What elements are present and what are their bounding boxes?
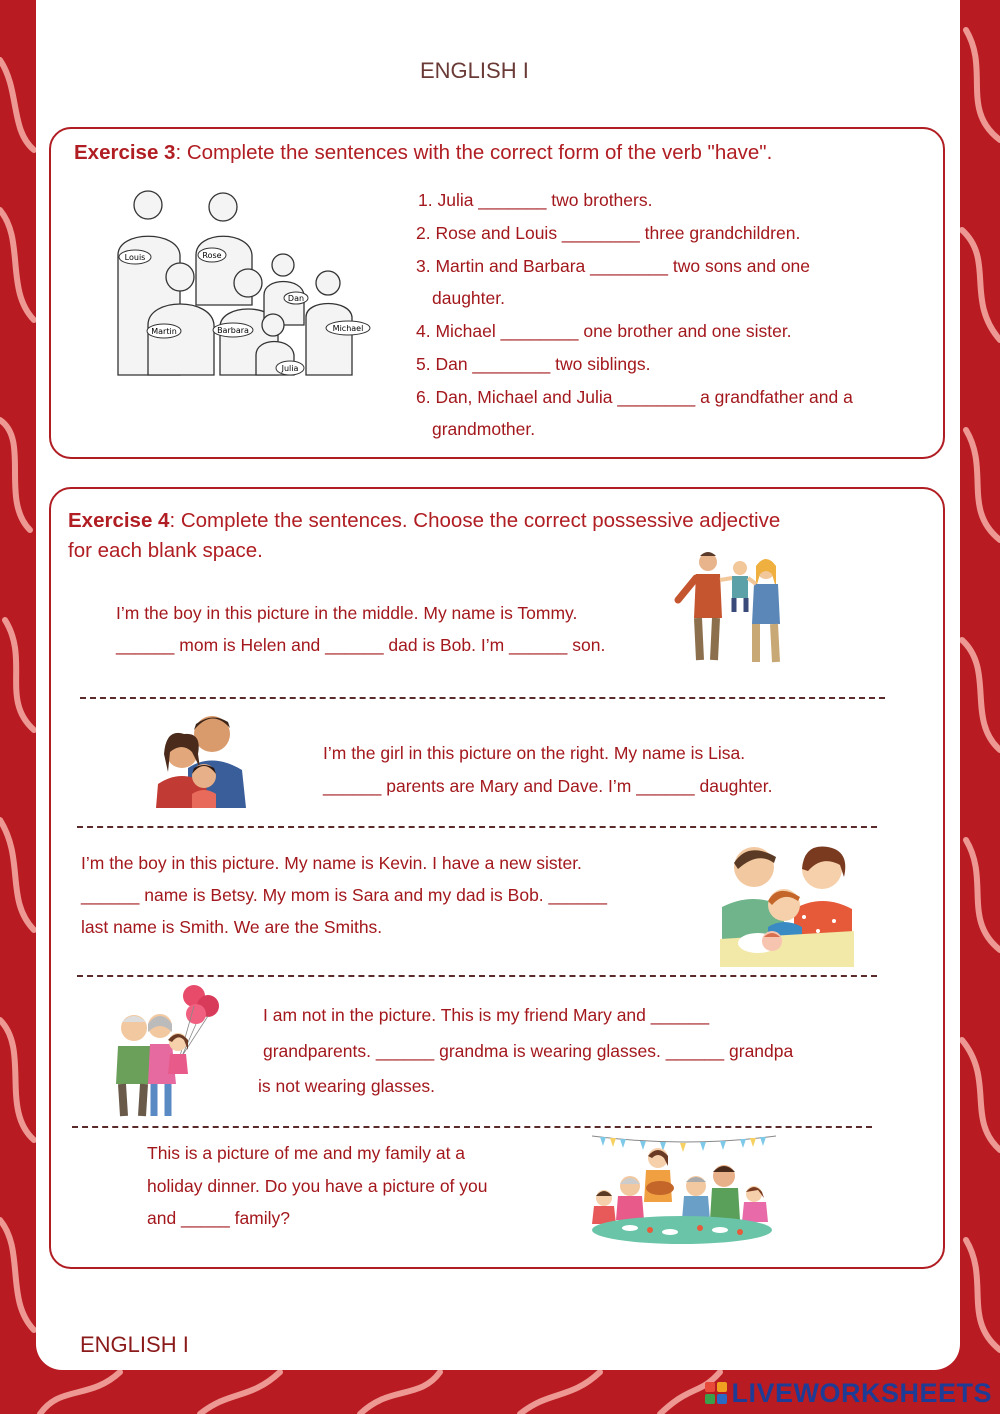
ex3-sentence-5: 5. Dan ________ two siblings. (416, 354, 651, 374)
ex4-block3-line3: last name is Smith. We are the Smiths. (81, 917, 383, 937)
ex4-block5-line3: and _____ family? (147, 1208, 291, 1228)
page-header-title: ENGLISH I (420, 58, 529, 83)
family-tree-sketch-image (108, 185, 378, 377)
family-with-baby-image (718, 835, 856, 967)
ex3-sentence-4: 4. Michael ________ one brother and one sister. (416, 321, 792, 341)
ex4-block5-line1: This is a picture of me and my family at a (147, 1143, 466, 1163)
ex3-sentence-3-cont: daughter. (432, 288, 505, 308)
liveworksheets-logo-text: LIVEWORKSHEETS (731, 1377, 992, 1408)
ex4-block3-line1: I’m the boy in this picture. My name is Kevin. I have a new sister. (81, 853, 582, 873)
divider-4 (72, 1126, 872, 1128)
ex3-sentence-3: 3. Martin and Barbara ________ two sons and one (416, 256, 811, 276)
ex3-sentence-1: 1. Julia _______ two brothers. (418, 190, 653, 210)
ex4-block2-line2: ______ parents are Mary and Dave. I’m ______ daughter. (323, 776, 773, 796)
label-martin: Martin (151, 327, 177, 336)
label-rose: Rose (202, 251, 222, 260)
divider-2 (77, 826, 877, 828)
ex3-sentence-6-cont: grandmother. (432, 419, 536, 439)
exercise-3-title (74, 138, 772, 168)
exercise-3-instruction: : Complete the sentences with the correct form of the verb "have". (175, 141, 773, 164)
ex4-block4-line3: is not wearing glasses. (258, 1076, 436, 1096)
ex4-block5-line2: holiday dinner. Do you have a picture of you (147, 1176, 488, 1196)
exercise-4-instruction-line2: for each blank space. (68, 539, 263, 562)
exercise-4-instruction: : Complete the sentences. Choose the correct possessive adjective (169, 509, 781, 532)
exercise-4-title (68, 506, 780, 536)
exercise-4-label: Exercise 4 (68, 509, 170, 532)
holiday-dinner-image (590, 1132, 778, 1248)
ex4-block2-line1: I’m the girl in this picture on the right. My name is Lisa. (323, 743, 746, 763)
label-julia: Julia (281, 364, 299, 373)
grandparents-with-balloons-image (110, 984, 222, 1122)
family-walking-image (672, 548, 790, 668)
label-barbara: Barbara (217, 326, 249, 335)
liveworksheets-logo-icon (705, 1382, 727, 1404)
label-dan: Dan (287, 294, 305, 303)
ex4-block3-line2: ______ name is Betsy. My mom is Sara and my dad is Bob. ______ (81, 885, 607, 905)
ex4-block1-line1: I’m the boy in this picture in the middle. My name is Tommy. (116, 603, 578, 623)
ex4-block4-line1: I am not in the picture. This is my friend Mary and ______ (263, 1005, 710, 1025)
ex4-block4-line2: grandparents. ______ grandma is wearing glasses. ______ grandpa (263, 1041, 794, 1061)
exercise-3-label: Exercise 3 (74, 141, 176, 164)
ex4-block1-line2: ______ mom is Helen and ______ dad is Bob. I’m ______ son. (116, 635, 606, 655)
page-footer-title: ENGLISH I (80, 1332, 189, 1357)
liveworksheets-logo (705, 1378, 992, 1408)
divider-3 (77, 975, 877, 977)
divider-1 (80, 697, 885, 699)
parents-with-daughter-image (152, 708, 252, 814)
label-michael: Michael (332, 324, 364, 333)
ex3-sentence-6: 6. Dan, Michael and Julia ________ a grandfather and a (416, 387, 853, 407)
ex3-sentence-2: 2. Rose and Louis ________ three grandchildren. (416, 223, 801, 243)
label-louis: Louis (124, 253, 146, 262)
